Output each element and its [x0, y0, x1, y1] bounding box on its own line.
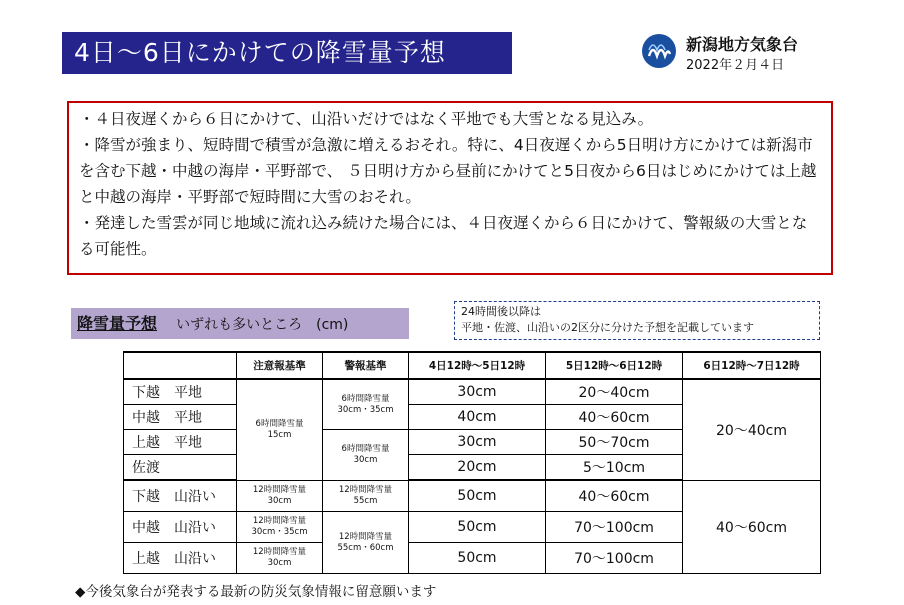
value-cell: 70〜100cm — [546, 543, 683, 574]
section-subtitle: いずれも多いところ (cm) — [176, 317, 349, 333]
advisory-cell: 6時間降雪量 15cm — [237, 379, 323, 480]
section-header — [71, 308, 409, 339]
header-area — [124, 352, 237, 379]
value-cell: 20〜40cm — [683, 379, 821, 480]
header-warning: 警報基準 — [323, 352, 409, 379]
header-period-2: 5日12時〜6日12時 — [546, 352, 683, 379]
summary-point: ・４日夜遅くから６日にかけて、山沿いだけではなく平地でも大雪となる見込み。 — [79, 110, 654, 128]
summary-box — [67, 101, 833, 275]
value-cell: 40〜60cm — [683, 480, 821, 574]
table-row — [124, 480, 821, 512]
warning-cell: 6時間降雪量 30cm・35cm — [323, 379, 409, 430]
value-cell: 50cm — [409, 543, 546, 574]
area-cell: 上越 平地 — [124, 430, 237, 455]
area-cell: 下越 平地 — [124, 379, 237, 405]
value-cell: 20cm — [409, 455, 546, 481]
table-row — [124, 379, 821, 405]
header-advisory: 注意報基準 — [237, 352, 323, 379]
org-name: 新潟地方気象台 — [686, 35, 799, 54]
value-cell: 30cm — [409, 379, 546, 405]
header-period-1: 4日12時〜5日12時 — [409, 352, 546, 379]
area-cell: 中越 山沿い — [124, 512, 237, 543]
warning-cell: 12時間降雪量 55cm・60cm — [323, 512, 409, 574]
table-header-row — [124, 352, 821, 379]
value-cell: 20〜40cm — [546, 379, 683, 405]
snowfall-table — [123, 351, 821, 574]
value-cell: 50cm — [409, 512, 546, 543]
value-cell: 30cm — [409, 430, 546, 455]
value-cell: 40〜60cm — [546, 405, 683, 430]
warning-cell: 6時間降雪量 30cm — [323, 430, 409, 481]
section-title: 降雪量予想 — [77, 314, 158, 333]
value-cell: 50〜70cm — [546, 430, 683, 455]
area-cell: 佐渡 — [124, 455, 237, 481]
page-title: 4日〜6日にかけての降雪量予想 — [62, 32, 512, 74]
note-box — [454, 301, 820, 340]
warning-cell: 12時間降雪量 55cm — [323, 480, 409, 512]
summary-point: ・降雪が強まり、短時間で積雪が急激に増えるおそれ。特に、4日夜遅くから5日明け方にかけては新潟市を含む下越・中越の海岸・平野部で、 ５日明け方から昼前にかけてと5日夜から6日はじめにかけては上越と中越の海岸・平野部で短時間に大雪のおそれ。 — [79, 136, 817, 206]
value-cell: 5〜10cm — [546, 455, 683, 481]
area-cell: 中越 平地 — [124, 405, 237, 430]
value-cell: 40cm — [409, 405, 546, 430]
advisory-cell: 12時間降雪量 30cm — [237, 543, 323, 574]
area-cell: 下越 山沿い — [124, 480, 237, 512]
note-line: 24時間後以降は — [461, 305, 541, 318]
advisory-cell: 12時間降雪量 30cm — [237, 480, 323, 512]
issue-date: 2022年２月４日 — [686, 58, 785, 73]
jma-logo-icon — [642, 34, 676, 68]
organization-header — [642, 30, 862, 80]
advisory-cell: 12時間降雪量 30cm・35cm — [237, 512, 323, 543]
value-cell: 40〜60cm — [546, 480, 683, 512]
summary-point: ・発達した雪雲が同じ地域に流れ込み続けた場合には、４日夜遅くから６日にかけて、警報級の大雪となる可能性。 — [79, 214, 808, 258]
value-cell: 50cm — [409, 480, 546, 512]
area-cell: 上越 山沿い — [124, 543, 237, 574]
value-cell: 70〜100cm — [546, 512, 683, 543]
footer-note: ◆今後気象台が発表する最新の防災気象情報に留意願います — [75, 584, 437, 600]
note-line: 平地・佐渡、山沿いの2区分に分けた予想を記載しています — [461, 321, 754, 334]
header-period-3: 6日12時〜7日12時 — [683, 352, 821, 379]
